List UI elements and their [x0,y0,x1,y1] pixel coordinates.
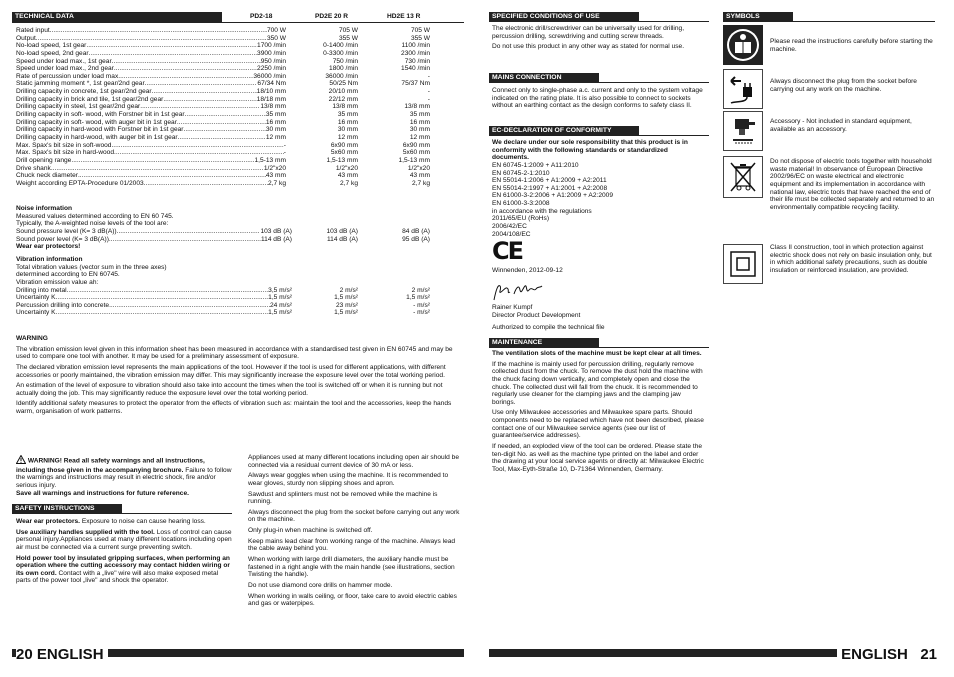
safety-header-bar [12,504,232,514]
safety-paragraph: When working with large drill diameters, the auxiliary handle must be fastened in a right angle with the main handle (see illustrations, section Twisting the handle). [248,556,455,579]
row-value: - m/s² [413,309,430,317]
unplug-icon [723,69,763,109]
row-value: 35 mm [409,111,430,119]
table-row [16,165,430,173]
row-label: No-load speed, 1st gear [16,42,87,50]
row-label: Max. Spax's bit size in soft-wood [16,141,112,149]
vibration-line: Vibration emission value ah: [16,278,99,286]
dot-leader [56,294,269,302]
general-warning-text: Failure to follow the warnings and instructions may result in electric shock, fire and/or serious injury. [16,466,232,489]
row-value: 16 mm [409,118,430,126]
table-row [16,294,430,302]
table-row [16,80,430,88]
warning-paragraph: The vibration emission level given in this information sheet has been measured in accordance with a standardised test given in EN 60745 and may be used to compare one tool with another. It may be used for a preliminary assessment of exposure. [16,345,453,361]
row-label: Rate of percussion under load max. [16,72,121,80]
ec-header-bar [489,126,709,136]
row-value: - m/s² [413,301,430,309]
vibration-title: Vibration information [16,256,83,263]
row-value: - [283,149,286,157]
tech-data-table [16,27,430,187]
row-value: 22/12 mm [328,95,358,103]
table-row [16,96,430,104]
vibration-warning-section [16,335,458,419]
table-row [16,73,430,81]
specified-section [492,25,706,54]
row-value: 0-1400 /min [323,42,358,50]
ec-place-date: Winnenden, 2012-09-12 [492,267,563,274]
row-value: 35 mm [265,111,286,119]
vibration-table [16,287,430,318]
safety-items [16,518,232,588]
row-value: 730 /min [404,57,430,65]
row-value: 1,5-13 mm [326,156,358,164]
table-row [16,111,430,119]
dot-leader [50,27,267,35]
row-value: 12 mm [409,133,430,141]
table-row [16,58,430,66]
row-value: 355 W [338,34,358,42]
row-value: 103 dB (A) [260,227,292,235]
symbol-text: Please read the instructions carefully before starting the machine. [770,38,933,53]
model-hd2e-13-r: HD2E 13 R [387,13,421,20]
noise-line: Typically, the A-weighted noise levels of the tool are: [16,220,169,228]
row-label: Drilling capacity in steel, 1st gear/2nd gear [16,103,141,111]
row-value: - [427,95,430,103]
noise-table [16,228,430,243]
ec-role: Director Product Development [492,312,581,319]
dot-leader [183,126,265,134]
row-value: 16 mm [337,118,358,126]
row-value: 2 m/s² [411,286,430,294]
safety-paragraph: Do not use diamond core drills on hammer mode. [248,581,393,589]
specified-paragraph: The electronic drill/screwdriver can be universally used for drilling, percussion drilling, screwdriving and cutting screw threads. [492,25,685,40]
row-label: Drilling capacity in concrete, 1st gear/2nd gear [16,88,152,96]
ec-standard-item: EN 60745-2-1:2010 [492,169,550,177]
warning-paragraph: Identify additional safety measures to protect the operator from the effects of vibration such as: maintain the tool and the accessories, keep the hands warm, organisation of work patterns. [16,400,452,416]
ec-intro: We declare under our sole responsibility that this product is in conformity with the following standards or standardized documents. [492,139,688,162]
vibration-section [16,256,430,317]
row-value: 1800 /min [329,65,358,73]
symbol-text: Accessory - Not included in standard equipment, available as an accessory. [770,118,912,133]
warning-triangle-icon [16,455,26,467]
ec-standard-item: 2004/108/EC [492,230,531,238]
row-value: - [283,141,286,149]
accessory-icon [723,111,763,151]
table-row [16,50,430,58]
ce-mark: CE [492,237,523,265]
table-row [16,172,430,180]
row-value: 95 dB (A) [402,235,430,243]
safety-column-2 [248,454,462,611]
table-row [16,149,430,157]
row-value: 20/10 mm [328,88,358,96]
dot-leader [78,172,266,180]
row-value: 2,7 kg [268,179,286,187]
row-value: 30 mm [337,126,358,134]
dot-leader [112,58,261,66]
signature-image [492,280,554,307]
read-manual-icon [723,25,763,65]
row-value: 1,5 m/s² [268,294,292,302]
specified-header-bar [489,12,709,22]
table-row [16,42,430,50]
row-value: 43 mm [265,172,286,180]
dot-leader [163,96,256,104]
right-footer-page-label: ENGLISH 21 [837,646,937,663]
symbol-text: Do not dispose of electric tools together with household waste material! In observance of European Directive 2002/96/EC on waste electrical and electronic equipment and its implementation in accordance with national law, electric tools that have reached the end of their life must be collected separately and returned to an environmentally compatible recycling facility. [770,158,935,211]
table-row [16,103,430,111]
row-label: Weight according EPTA-Procedure 01/2003 [16,179,144,187]
safety-paragraph: When working in walls ceiling, or floor, take care to avoid electric cables and gas or waterpipes. [248,592,457,608]
row-label: Drilling capacity in hard-wood with Forstner bit in 1st gear [16,126,184,134]
maintenance-paragraph: If the machine is mainly used for percussion drilling, regularly remove collected dust from the chuck. To remove the dust hold the machine with the chuck facing down vertically, and completely open and close the chuck. The collected dust will fall from the chuck. It is recommended to regularly use cleaner for the clamping jaws and the clamping jaw borings. [492,360,703,406]
safety-item: Hold power tool by insulated gripping surfaces, when performing an operation where the cutting accessory may contact hidden wiring or its own cord. Contact with a „live" wire will also make exposed metal parts of the power tool „live" and shock the operator. [16,554,230,585]
row-value: 700 W [266,27,286,34]
ec-standard-item: EN 55014-1:2006 + A1:2009 + A2:2011 [492,177,607,185]
warning-paragraph: An estimation of the level of exposure to vibration should also take into account the times when the tool is switched off or when it is running but not actually doing the job. This may significantly reduce the exposure level over the total working period. [16,382,443,397]
row-value: 350 W [266,34,286,42]
row-value: 6x90 mm [330,141,358,149]
general-warning [16,455,232,497]
model-pd2-18: PD2-18 [250,13,273,20]
row-label: Drilling into metal [16,286,67,294]
table-row [16,228,430,236]
dot-leader [111,142,283,150]
row-value: 18/18 mm [256,95,286,103]
row-value: 355 W [410,34,430,42]
maintenance-bold: The ventilation slots of the machine must be kept clear at all times. [492,350,702,357]
ec-standard-item: in accordance with the regulations [492,207,592,215]
ec-standard-item: 2011/65/EU (RoHs) [492,215,550,223]
row-value: 67/34 Nm [257,80,286,88]
row-label: Sound pressure level (K= 3 dB(A)) [16,227,117,235]
maintenance-paragraph: If needed, an exploded view of the tool can be ordered. Please state the ten-digit No. as well as the machine type printed on the label and order the drawing at your local service agents or directly at: Milwaukee Electric Tool, Max-Eyth-Straße 10, D-71364 Winnenden, Germany. [492,443,704,473]
row-value: 114 dB (A) [260,235,292,243]
dot-leader [144,180,268,188]
table-row [16,119,430,127]
row-value: 1,5 m/s² [334,309,358,317]
row-value: 30 mm [265,126,286,134]
row-value: 1,5-13 mm [398,156,430,164]
ec-standard-item: EN 60745-1:2009 + A11:2010 [492,161,579,169]
ec-standard-item: EN 61000-3-3:2008 [492,200,550,208]
mains-text: Connect only to single-phase a.c. current and only to the system voltage indicated on the rating plate. It is also possible to connect to sockets without an earthing contact as the design conforms to safety class II. [492,87,703,110]
row-value: 2300 /min [401,49,430,57]
vibration-line: Total vibration values (vector sum in the three axes) [16,263,167,271]
table-row [16,126,430,134]
row-value: 1/2"x20 [263,164,286,172]
row-value: 1/2"x20 [407,164,430,172]
row-value: 2,7 kg [412,179,430,187]
row-value: 12 mm [265,133,286,141]
table-row [16,35,430,43]
dot-leader [177,119,266,127]
maintenance-paragraph: Use only Milwaukee accessories and Milwaukee spare parts. Should components need to be replaced which have not been described, please contact one of our Milwaukee service agents (see our list of guarantee/service addresses). [492,409,704,440]
row-value: 23 m/s² [336,301,358,309]
dot-leader [152,88,257,96]
dot-leader [120,73,253,81]
table-row [16,287,430,295]
dot-leader [185,111,266,119]
row-label: Percussion drilling into concrete [16,301,110,309]
ec-standards-list [492,162,706,238]
row-value: 705 W [338,27,358,34]
noise-title: Noise information [16,205,73,212]
noise-line: Measured values determined according to EN 60 745. [16,212,174,220]
weee-bin-icon [723,156,763,198]
dot-leader [89,50,257,58]
ec-standard-item: EN 55014-2:1997 + A1:2001 + A2:2008 [492,184,608,192]
ec-standard-item: 2006/42/EC [492,223,527,231]
row-value: 13/8 mm [404,103,430,111]
row-value: 36000 /min [253,72,286,80]
row-label: Chuck neck diameter [16,172,78,180]
row-label: Output [16,34,36,42]
row-value: 43 mm [337,172,358,180]
row-label: No-load speed, 2nd gear [16,49,89,57]
table-row [16,157,430,165]
row-value: 50/25 Nm [329,80,358,88]
row-value: 1540 /min [401,65,430,73]
row-value: 1,5 m/s² [406,294,430,302]
row-value: 1,5 m/s² [268,309,292,317]
safety-paragraph: Always wear goggles when using the machine. It is recommended to wear gloves, sturdy non slipping shoes and apron. [248,472,449,487]
maintenance-header-bar [489,338,709,348]
row-value: 114 dB (A) [326,235,358,243]
table-row [16,88,430,96]
dot-leader [109,236,261,244]
row-value: 5x60 mm [402,149,430,157]
noise-warning: Wear ear protectors! [16,243,81,251]
table-row [16,65,430,73]
dot-leader [86,42,257,50]
table-row [16,309,430,317]
tech-data-header: TECHNICAL DATA [12,12,222,22]
row-value: 75/37 Nm [401,80,430,88]
row-label: Drill opening range [16,156,72,164]
safety-item: Wear ear protectors. Exposure to noise can cause hearing loss. [16,518,206,525]
row-label: Uncertainty K [16,294,56,302]
specified-header: SPECIFIED CONDITIONS OF USE [489,12,639,22]
row-value: 24 m/s² [270,301,292,309]
safety-paragraph: Always disconnect the plug from the socket before carrying out any work on the machine. [248,508,460,524]
dot-leader [114,65,257,73]
row-value: 3900 /min [257,49,286,57]
row-label: Drilling capacity in soft- wood, with Forstner bit in 1st gear [16,111,185,119]
row-label: Static jamming moment *, 1st gear/2nd gear [16,80,145,88]
row-label: Drilling capacity in soft- wood, with auger bit in 1st gear [16,118,177,126]
row-value: 30 mm [409,126,430,134]
noise-section [16,205,430,251]
safety-item: Use auxiliary handles supplied with the tool. Loss of control can cause personal injury.Appliances used at many different locations including open air must be connected via a current surge preventing switch. [16,528,232,551]
row-value: 43 mm [409,172,430,180]
row-label: Speed under load max., 1st gear [16,57,112,65]
mains-header: MAINS CONNECTION [489,73,599,83]
row-value: - [427,88,430,96]
row-value: 3,5 m/s² [268,286,292,294]
row-label: Uncertainty K [16,309,56,317]
row-label: Rated input [16,27,50,34]
safety-paragraph: Only plug-in when machine is switched off. [248,527,373,535]
dot-leader [51,165,264,173]
safety-header: SAFETY INSTRUCTIONS [12,504,122,514]
row-value: 13/8 mm [260,103,286,111]
left-footer-page-label: 20 ENGLISH [16,646,108,663]
symbols-header: SYMBOLS [723,12,793,22]
dot-leader [178,134,266,142]
row-value: 705 W [410,27,430,34]
row-value: 0-3300 /min [323,49,358,57]
mains-header-bar [489,73,709,83]
class-ii-icon [723,244,763,284]
row-value: 5x60 mm [330,149,358,157]
row-value: 35 mm [337,111,358,119]
row-value: 950 /min [260,57,286,65]
row-value: 1/2"x20 [335,164,358,172]
ec-authorized: Authorized to compile the technical file [492,324,605,331]
table-row [16,180,430,188]
row-label: Sound power level (K= 3 dB(A)) [16,235,109,243]
dot-leader [109,302,270,310]
maintenance-section [492,350,706,477]
dot-leader [117,228,261,236]
table-row [16,302,430,310]
model-pd2e-20-r: PD2E 20 R [315,13,348,20]
table-row [16,142,430,150]
safety-paragraph: Keep mains lead clear from working range of the machine. Always lead the cable away behind you. [248,537,456,553]
table-row [16,134,430,142]
row-label: Drilling capacity in hard-wood, with auger bit in 1st gear [16,133,178,141]
dot-leader [71,157,254,165]
row-value: 2,7 kg [340,179,358,187]
ec-header: EC-DECLARATION OF CONFORMITY [489,126,639,136]
row-value: 1700 /min [257,42,286,50]
row-label: Speed under load max., 2nd gear [16,65,114,73]
dot-leader [114,149,284,157]
dot-leader [145,80,258,88]
dot-leader [36,35,267,43]
row-value: 6x90 mm [402,141,430,149]
table-row [16,236,430,244]
row-value: 12 mm [337,133,358,141]
row-value: 2250 /min [257,65,286,73]
row-value: - [427,72,430,80]
tech-data-header-bar [12,12,464,23]
warning-paragraph: The declared vibration emission level represents the main applications of the tool. However if the tool is used for different applications, with different accessories or poorly maintained, the vibration emission may differ. This may significantly increase the exposure level over the total working period. [16,363,446,379]
symbol-text: Always disconnect the plug from the socket before carrying out any work on the machine. [770,78,917,93]
row-label: Drilling capacity in brick and tile, 1st gear/2nd gear [16,95,164,103]
symbols-header-bar [723,12,935,22]
row-value: 18/10 mm [256,88,286,96]
specified-paragraph: Do not use this product in any other way as stated for normal use. [492,43,685,51]
row-value: 750 /min [332,57,358,65]
safety-paragraph: Appliances used at many different locations including open air should be connected via a residual current device of 30 mA or less. [248,454,460,469]
dot-leader [56,309,269,317]
row-label: Drive shank [16,164,51,172]
dot-leader [140,103,260,111]
row-value: 84 dB (A) [402,227,430,235]
row-value: 16 mm [265,118,286,126]
dot-leader [67,287,269,295]
row-value: 1,5 m/s² [334,294,358,302]
ec-section [492,139,706,238]
maintenance-header: MAINTENANCE [489,338,599,348]
row-label: Max. Spax's bit size in hard-wood [16,149,115,157]
row-value: 36000 /min [325,72,358,80]
ec-name: Rainer Kumpf [492,304,533,311]
table-row [16,27,430,35]
safety-paragraph: Sawdust and splinters must not be removed while the machine is running. [248,490,438,506]
ec-standard-item: EN 61000-3-2:2006 + A1:2009 + A2:2009 [492,192,613,200]
row-value: 1,5-13 mm [254,156,286,164]
row-value: 2 m/s² [339,286,358,294]
vibration-line: determined according to EN 60745. [16,271,120,279]
symbol-text: Class II construction, tool in which protection against electric shock does not rely on basic insulation only, but in which additional safety precautions, such as double insulation or reinforced insulation, are provided. [770,244,932,274]
row-value: 103 dB (A) [326,227,358,235]
general-warning-save: Save all warnings and instructions for future reference. [16,489,189,497]
warning-title: WARNING [16,335,48,342]
general-warning-intro: WARNING! Read all safety warnings and all instructions, including those given in the accompanying brochure. [16,457,205,474]
row-value: 13/8 mm [332,103,358,111]
row-value: 1100 /min [401,42,430,50]
